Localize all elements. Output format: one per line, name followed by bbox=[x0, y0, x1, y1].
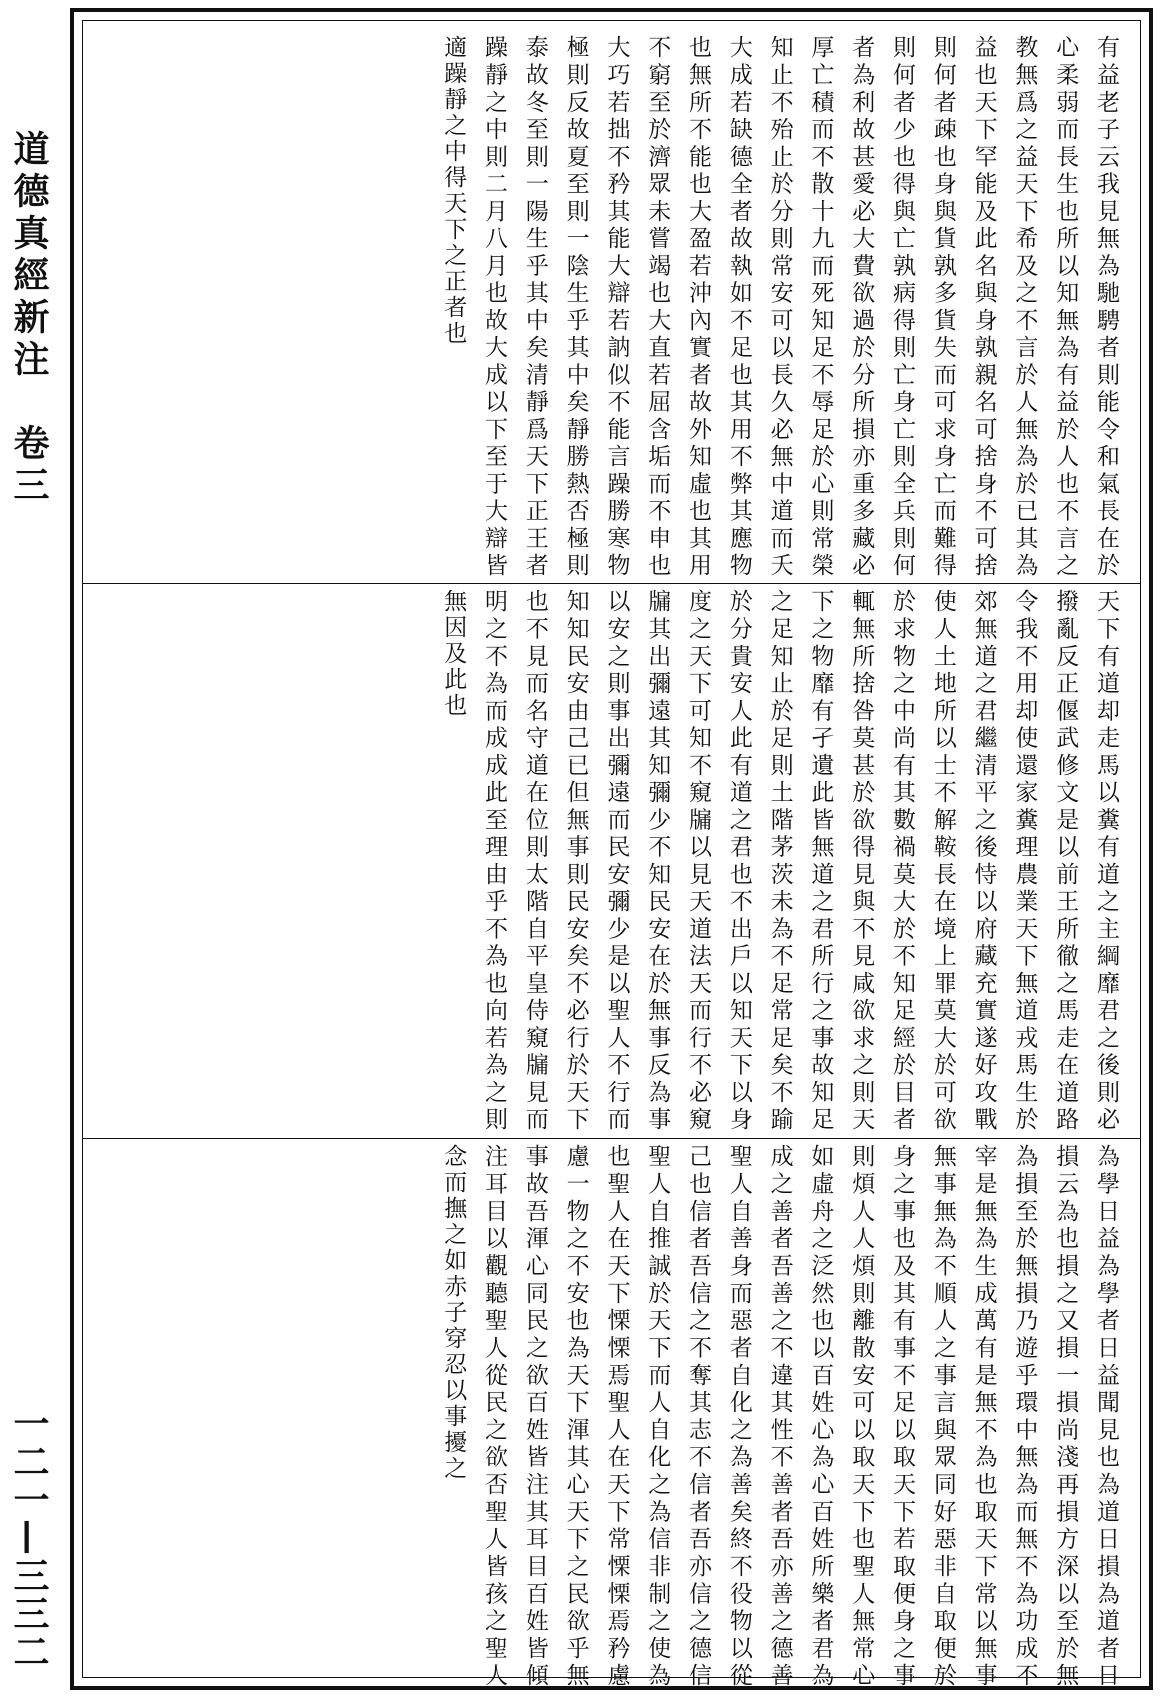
text-panel-top bbox=[97, 35, 1126, 579]
margin-book-title: 道德真經新注 卷三 bbox=[8, 130, 50, 508]
text-panel-middle bbox=[97, 589, 1126, 1133]
panel-divider-1 bbox=[83, 583, 1140, 584]
panel-text: 為學日益為學者日益聞見也為道日損為道者日損云為也損之又損一損尚淺再損方深以至於無為損至於無損乃遊乎環中無為而無不為功成不宰是無為生成萬有是無不為也取天下常以無事無事無為不順人之事言與眾同好惡非自取便於身之事也及其有事不足以取天下若取便身之事則煩人人煩則離散安可以取天下也聖人無常心如虛舟之泛然也以百姓心為心百姓所樂者君為成之善者吾善之不違其性不善者吾亦善之德善聖人自善身而惡者自化之為善矣終不役物以從己也信者吾信之不奪其志不信者吾亦信之德信聖人自推誠於天下而人自化之為信非制之使為也聖人在天下慄慄焉聖人在天下常慄慄焉矜慮慮一物之不安也為天下渾其心天下之民欲乎無事故吾渾心同民之欲百姓皆注其耳目百姓皆傾注耳目以觀聽聖人從民之欲否聖人皆孩之聖人念而撫之如赤子穿忍以事擾之 bbox=[440, 1144, 1119, 1689]
panel-divider-2 bbox=[83, 1138, 1140, 1139]
panel-text: 天下有道却走馬以糞有道之主綱靡君之後則必撥亂反正偃武修文是以前王所徹之馬走在道路令我不用却使還家糞理農業天下無道戎馬生於郊無道之君繼清平之後恃以府藏充實遂好攻戰使人土地所以士不解鞍長在境上罪莫大於可欲於求物之中尚有其數禍莫大於不知足經於目者輒無所捨咎莫甚於欲得見與不見咸欲求之則天下之物靡有孑遺此皆無道之君所行之事故知足之足知止於足則土階茅茨未為不足常足矣不踰於分貴安人此有道之君也不出戶以知天下以身度之天下可知不窺牖以見天道法天而行不必窺牖其出彌遠其知彌少不知民安在於無事反為事以安之則事出彌遠而民安彌少是以聖人不行而知知民安由己已但無事則民安矣不必行於天下也不見而名守道在位則太階自平皇侍窺牖見而明之不為而成成此至理由乎不為也向若為之則無因及此也 bbox=[440, 589, 1119, 1133]
margin-page-number: 一二一—三三二 bbox=[8, 1405, 50, 1671]
panel-text: 有益老子云我見無為馳騁者則能令和氣長在於心柔弱而長生也所以知無為有益於人也不言之教無爲之益天下希及之不言於人無為於已其為益也天下罕能及此名與身孰親名可捨身不可捨則何者疎也身與貨孰多貨失而可求身亡而難得則何者少也得與亡孰病得則亡身亡則全兵則何者為利故甚愛必大費欲過於分所損亦重多藏必厚亡積而不散十九而死知足不辱足於心則常榮知止不殆止於分則常安可以長久必無中道而夭大成若缺德全者故執如不足也其用不弊其應物也無所不能也大盈若沖內實者故外知虛也其用不窮至於濟眾未嘗竭也大直若屈含垢而不申也大巧若拙不矜其能大辯若訥似不能言躁勝寒物極則反故夏至則一陰生乎其中矣靜勝熱否極則泰故冬至則一陽生乎其中矣清靜爲天下正王者躁靜之中則二月八月也故大成以下至于大辯皆適躁靜之中得天下之正者也 bbox=[440, 35, 1119, 579]
page-frame-inner bbox=[82, 20, 1141, 1689]
page-frame bbox=[70, 8, 1153, 1690]
text-panel-bottom bbox=[97, 1144, 1126, 1689]
